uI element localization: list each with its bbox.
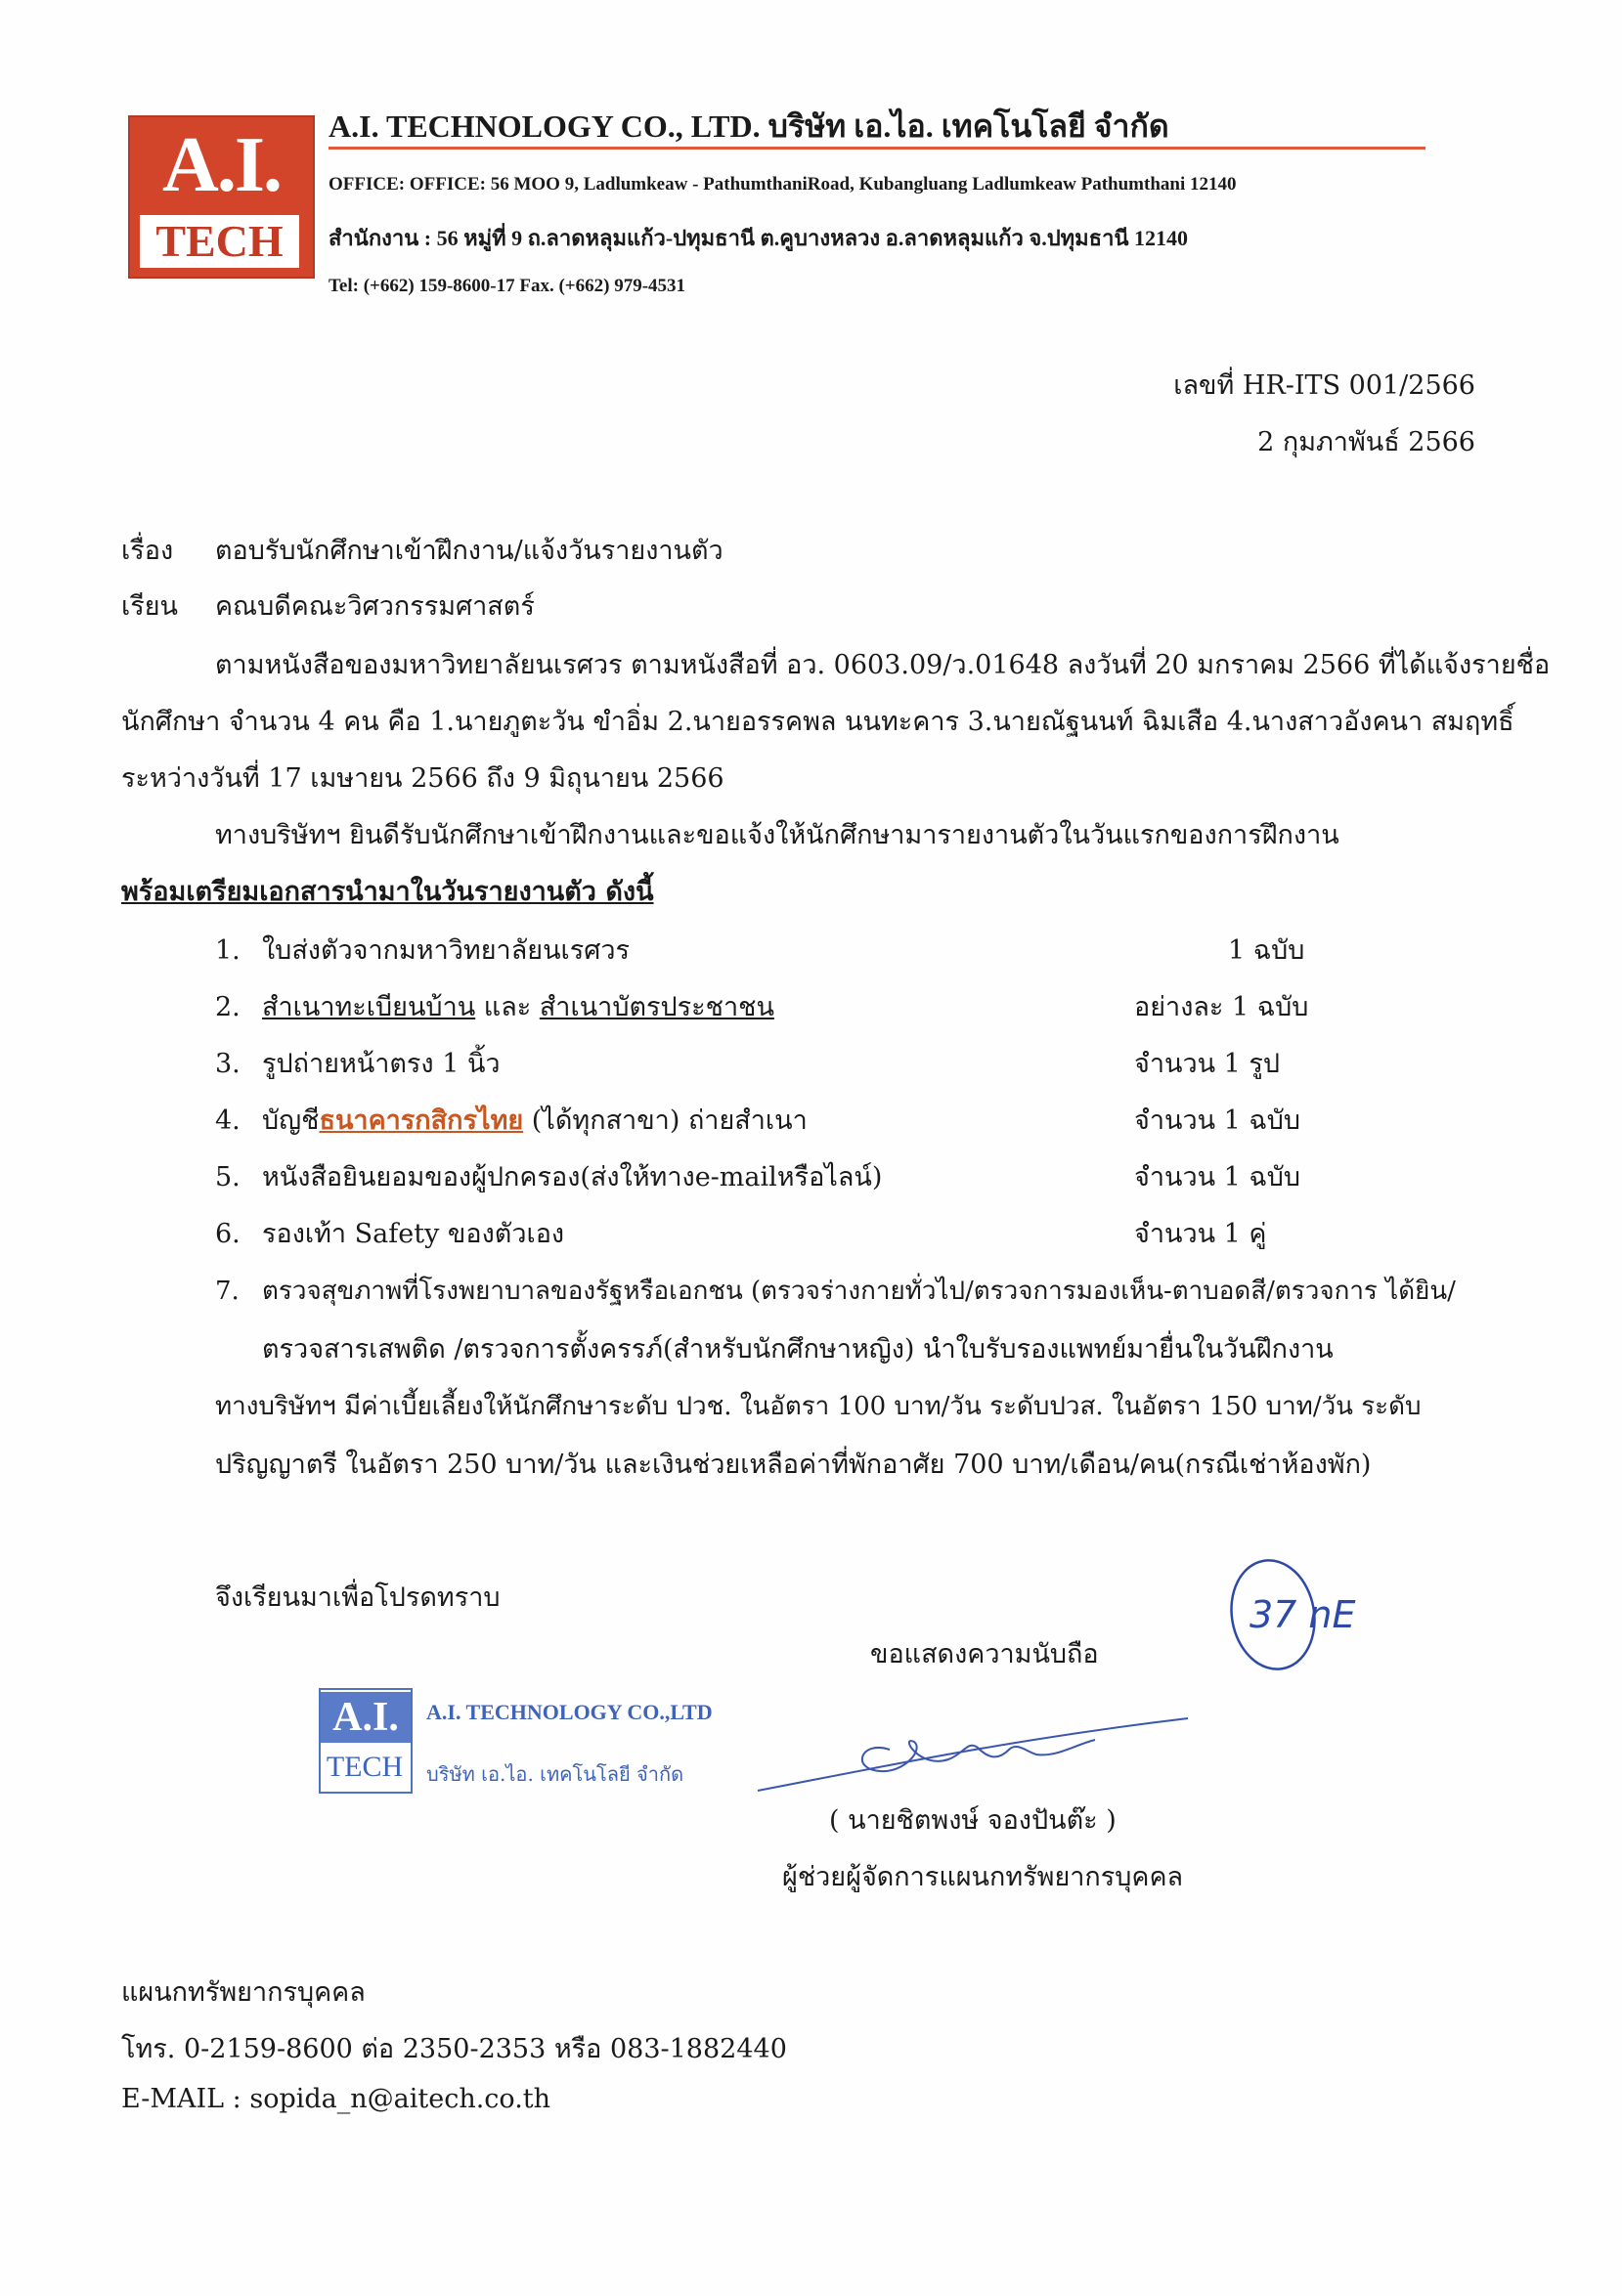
paragraph-1-line-2: นักศึกษา จำนวน 4 คน คือ 1.นายภูตะวัน ขำอิ่ม 2.นายอรรคพล นนทะคาร 3.นายณัฐนนท์ ฉิมเสือ 4.นางสาวอังคนา สมฤทธิ์ (121, 707, 1514, 737)
subject-label: เรื่อง (121, 536, 174, 566)
list-item: 1. ใบส่งตัวจากมหาวิทยาลัยนเรศวร (215, 935, 631, 966)
item-quantity: อย่างละ 1 ฉบับ (1134, 992, 1309, 1022)
subject-text: ตอบรับนักศึกษาเข้าฝึกงาน/แจ้งวันรายงานตัว (215, 536, 723, 566)
allowance-line-2: ปริญญาตรี ในอัตรา 250 บาท/วัน และเงินช่วยเหลือค่าที่พักอาศัย 700 บาท/เดือน/คน(กรณีเช่าห้องพัก) (215, 1450, 1372, 1480)
recipient-line (121, 585, 535, 627)
item-quantity: จำนวน 1 รูป (1134, 1049, 1281, 1079)
bank-name-link: ธนาคารกสิกรไทย (319, 1105, 524, 1136)
paragraph-2: ทางบริษัทฯ ยินดีรับนักศึกษาเข้าฝึกงานและขอแจ้งให้นักศึกษามารายงานตัวในวันแรกของการฝึกงาน (215, 820, 1339, 850)
footer-phone: โทร. 0-2159-8600 ต่อ 2350-2353 หรือ 083-1882440 (121, 2034, 787, 2064)
office-address-th: สำนักงาน : 56 หมู่ที่ 9 ถ.ลาดหลุมแก้ว-ปทุมธานี ต.คูบางหลวง อ.ลาดหลุมแก้ว จ.ปทุมธานี 12140 (329, 226, 1189, 250)
stamp-company-en: A.I. TECHNOLOGY CO.,LTD (426, 1700, 713, 1724)
recipient-text: คณบดีคณะวิศวกรรมศาสตร์ (215, 591, 535, 622)
item-quantity: 1 ฉบับ (1228, 935, 1305, 966)
handwritten-note-text: 37 nE (1249, 1593, 1356, 1636)
list-item: 2. สำเนาทะเบียนบ้าน และ สำเนาบัตรประชาชน (215, 992, 774, 1022)
documents-heading: พร้อมเตรียมเอกสารนำมาในวันรายงานตัว ดังนี้ (121, 877, 654, 907)
footer-department: แผนกทรัพยากรบุคคล (121, 1977, 366, 2008)
recipient-label: เรียน (121, 591, 179, 622)
item-quantity: จำนวน 1 ฉบับ (1134, 1105, 1301, 1136)
paragraph-1-line-3: ระหว่างวันที่ 17 เมษายน 2566 ถึง 9 มิถุนายน 2566 (121, 763, 724, 794)
document-date: 2 กุมภาพันธ์ 2566 (1257, 427, 1475, 457)
signer-title: ผู้ช่วยผู้จัดการแผนกทรัพยากรบุคคล (782, 1862, 1184, 1892)
document-number: เลขที่ HR-ITS 001/2566 (1173, 370, 1475, 401)
list-item: 6. รองเท้า Safety ของตัวเอง (215, 1219, 565, 1249)
handwritten-annotation (1212, 1495, 1447, 1691)
signature (753, 1701, 1203, 1798)
logo-tech-text: TECH (140, 215, 299, 268)
stamp-logo: A.I. TECH (319, 1688, 413, 1794)
signer-name: ( นายชิตพงษ์ จองปันต๊ะ ) (829, 1805, 1117, 1836)
footer-email: E-MAIL : sopida_n@aitech.co.th (121, 2084, 551, 2114)
list-item: 7. ตรวจสุขภาพที่โรงพยาบาลของรัฐหรือเอกชน (ตรวจร่างกายทั่วไป/ตรวจการมองเห็น-ตาบอดสี/ตรวจการ ได้ยิน/ (215, 1277, 1456, 1306)
logo-ai-text: A.I. (162, 122, 281, 208)
company-name: A.I. TECHNOLOGY CO., LTD. บริษัท เอ.ไอ. เทคโนโลยี จำกัด (329, 108, 1169, 144)
list-item-continuation: ตรวจสารเสพติด /ตรวจการตั้งครรภ์(สำหรับนักศึกษาหญิง) นำใบรับรองแพทย์มายื่นในวันฝึกงาน (262, 1334, 1334, 1365)
paragraph-1-line-1: ตามหนังสือของมหาวิทยาลัยนเรศวร ตามหนังสือที่ อว. 0603.09/ว.01648 ลงวันที่ 20 มกราคม 2566 ที่ได้แจ้งรายชื่อ (215, 650, 1551, 680)
header-divider (329, 147, 1425, 150)
company-logo (128, 115, 315, 279)
contact-phone-fax: Tel: (+662) 159-8600-17 Fax. (+662) 979-4531 (329, 276, 686, 296)
stamp-company-th: บริษัท เอ.ไอ. เทคโนโลยี จำกัด (426, 1762, 684, 1786)
closing-line: จึงเรียนมาเพื่อโปรดทราบ (215, 1582, 501, 1613)
list-item: 5. หนังสือยินยอมของผู้ปกครอง(ส่งให้ทางe-mailหรือไลน์) (215, 1162, 883, 1192)
company-stamp (319, 1688, 808, 1803)
allowance-line-1: ทางบริษัทฯ มีค่าเบี้ยเลี้ยงให้นักศึกษาระดับ ปวช. ในอัตรา 100 บาท/วัน ระดับปวส. ในอัตรา 150 บาท/วัน ระดับ (215, 1392, 1422, 1421)
regards-line: ขอแสดงความนับถือ (870, 1639, 1099, 1669)
subject-line (121, 529, 723, 571)
item-quantity: จำนวน 1 ฉบับ (1134, 1162, 1301, 1192)
office-address-en: OFFICE: OFFICE: 56 MOO 9, Ladlumkeaw - PathumthaniRoad, Kubangluang Ladlumkeaw Pathumthani 12140 (329, 174, 1237, 195)
list-item: 4. บัญชีธนาคารกสิกรไทย (ได้ทุกสาขา) ถ่ายสำเนา (215, 1105, 808, 1136)
list-item: 3. รูปถ่ายหน้าตรง 1 นิ้ว (215, 1049, 501, 1079)
item-quantity: จำนวน 1 คู่ (1134, 1219, 1267, 1249)
